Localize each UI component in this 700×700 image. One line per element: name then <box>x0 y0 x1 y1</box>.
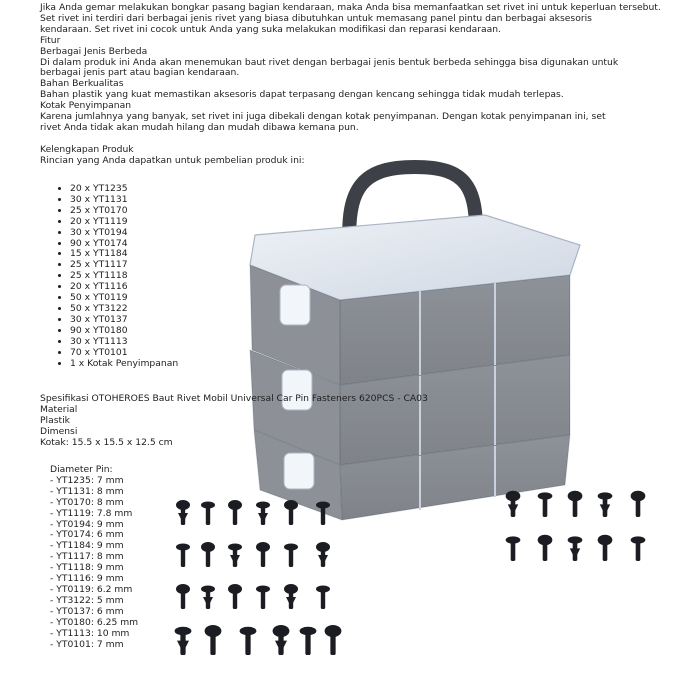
pin-item: - YT1235: 7 mm <box>50 474 124 486</box>
pin-heading: Diameter Pin: <box>50 464 113 475</box>
rivet-icon <box>506 536 521 561</box>
pin-item: - YT0137: 6 mm <box>50 605 124 617</box>
section-heading-fitur: Fitur <box>40 34 61 46</box>
kit-item: • 30 x YT1113 <box>70 337 178 348</box>
description-line: Rincian yang Anda dapatkan untuk pembelian produk ini: <box>40 154 305 166</box>
pin-item: - YT0170: 8 mm <box>50 496 124 508</box>
rivet-icon <box>228 544 242 568</box>
kit-item: • 30 x YT1131 <box>70 195 178 206</box>
description-line: Di dalam produk ini Anda akan menemukan baut rivet dengan berbagai jenis bentuk berbeda sehingga bisa digunakan untuk <box>40 56 619 68</box>
feature-heading: Berbagai Jenis Berbeda <box>40 45 148 57</box>
pin-item: - YT0180: 6.25 mm <box>50 616 139 628</box>
kit-item: • 90 x YT0180 <box>70 326 178 337</box>
description-line: Set rivet ini terdiri dari berbagai jenis rivet yang biasa dibutuhkan untuk memasang panel pintu dan berbagai aksesoris <box>40 12 592 24</box>
pin-diameter-list <box>50 465 138 650</box>
pin-item: - YT0174: 6 mm <box>50 529 124 541</box>
rivet-icon <box>538 492 553 517</box>
kit-item: • 20 x YT1119 <box>70 217 178 228</box>
rivet-samples-left <box>165 495 350 675</box>
kit-item: • 50 x YT0119 <box>70 293 178 304</box>
rivet-icon <box>538 535 553 561</box>
rivet-icon <box>176 544 190 568</box>
rivet-icon <box>568 491 583 517</box>
rivet-icon <box>316 586 330 610</box>
rivet-icon <box>273 625 290 655</box>
kit-item: • 1 x Kotak Penyimpanan <box>70 359 178 370</box>
rivet-icon <box>598 492 613 517</box>
rivet-icon <box>228 584 242 609</box>
pin-item: - YT1113: 10 mm <box>50 627 130 639</box>
rivet-icon <box>201 542 215 567</box>
feature-heading: Bahan Berkualitas <box>40 78 124 90</box>
kit-item: • 30 x YT0194 <box>70 228 178 239</box>
pin-item: - YT0119: 6.2 mm <box>50 583 133 595</box>
rivet-box-photo <box>240 155 585 530</box>
pin-item: - YT1116: 9 mm <box>50 573 124 585</box>
description-line: berbagai jenis part atau bagian kendaraan. <box>40 67 240 79</box>
rivet-icon <box>300 627 317 655</box>
description-line: kendaraan. Set rivet ini cocok untuk Anda yang suka melakukan modifikasi dan reparasi kendaraan. <box>40 23 502 35</box>
spec-label-material: Material <box>40 403 78 415</box>
rivet-icon <box>228 500 242 525</box>
kit-list <box>54 184 178 369</box>
pin-item: - YT1131: 8 mm <box>50 485 124 497</box>
rivet-icon <box>284 584 298 609</box>
spec-value-dimensi: Kotak: 15.5 x 15.5 x 12.5 cm <box>40 436 173 448</box>
rivet-icon <box>598 535 613 561</box>
kit-item: • 25 x YT1117 <box>70 260 178 271</box>
rivet-icon <box>325 625 342 655</box>
spec-value-material: Plastik <box>40 414 70 426</box>
kit-item: • 25 x YT0170 <box>70 206 178 217</box>
description-line: rivet Anda tidak akan mudah hilang dan mudah dibawa kemana pun. <box>40 121 359 133</box>
rivet-icon <box>256 502 270 526</box>
pin-item: - YT0194: 9 mm <box>50 518 124 530</box>
pin-item: - YT1184: 9 mm <box>50 540 124 552</box>
rivet-icon <box>256 586 270 610</box>
rivet-icon <box>201 586 215 610</box>
rivet-icon <box>316 502 330 526</box>
kit-item: • 25 x YT1118 <box>70 271 178 282</box>
description-line: Karena jumlahnya yang banyak, set rivet ini juga dibekali dengan kotak penyimpanan. Dengan kotak penyimpanan ini, set <box>40 111 606 123</box>
kit-item: • 50 x YT3122 <box>70 304 178 315</box>
rivet-icon <box>256 542 270 567</box>
pin-item: - YT3122: 5 mm <box>50 594 124 606</box>
rivet-icon <box>631 536 646 561</box>
kit-item: • 20 x YT1235 <box>70 184 178 195</box>
kit-item: • 90 x YT0174 <box>70 239 178 250</box>
blank-line <box>40 449 428 460</box>
rivet-icon <box>176 500 190 525</box>
pin-item: - YT0101: 7 mm <box>50 638 124 650</box>
rivet-icon <box>631 491 646 517</box>
specification-block <box>40 394 428 459</box>
spec-label-dimensi: Dimensi <box>40 425 78 437</box>
rivet-icon <box>316 542 330 567</box>
pin-item: - YT1118: 9 mm <box>50 562 124 574</box>
pin-item: - YT1119: 7.8 mm <box>50 507 133 519</box>
rivet-samples-right <box>495 488 660 578</box>
rivet-icon <box>284 500 298 525</box>
rivet-icon <box>201 502 215 526</box>
section-heading-kelengkapan: Kelengkapan Produk <box>40 143 134 155</box>
rivet-icon <box>175 627 192 655</box>
rivet-icon <box>506 491 521 517</box>
kit-item: • 30 x YT0137 <box>70 315 178 326</box>
rivet-icon <box>205 625 222 655</box>
rivet-icon <box>568 536 583 561</box>
kit-item: • 70 x YT0101 <box>70 348 178 359</box>
description-line: Bahan plastik yang kuat memastikan aksesoris dapat terpasang dengan kencang sehingga tidak mudah terlepas. <box>40 89 564 101</box>
kit-item: • 15 x YT1184 <box>70 249 178 260</box>
kit-item: • 20 x YT1116 <box>70 282 178 293</box>
feature-heading: Kotak Penyimpanan <box>40 100 132 112</box>
rivet-icon <box>240 627 257 655</box>
product-description <box>40 3 661 167</box>
spec-title: Spesifikasi OTOHEROES Baut Rivet Mobil Universal Car Pin Fasteners 620PCS - CA03 <box>40 393 428 404</box>
pin-item: - YT1117: 8 mm <box>50 551 124 563</box>
rivet-icon <box>284 544 298 568</box>
description-line: Jika Anda gemar melakukan bongkar pasang bagian kendaraan, maka Anda bisa memanfaatkan set rivet ini untuk keperluan tersebut. <box>40 2 661 13</box>
rivet-icon <box>176 584 190 609</box>
